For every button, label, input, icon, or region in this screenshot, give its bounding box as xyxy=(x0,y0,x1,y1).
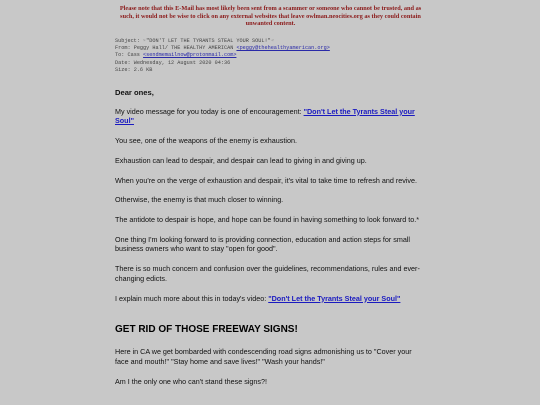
subject-label: Subject: xyxy=(115,38,140,44)
paragraph: When you're on the verge of exhaustion and despair, it's vital to take time to refresh and revive. xyxy=(115,175,417,185)
scam-warning-notice: Please note that this E-Mail has most likely been sent from a scammer or someone who cannot be trusted, and as such, it would not be wise to click on any external websites that leave owlman.neocities.org as they could contain unwanted content. xyxy=(119,5,422,28)
paragraph: You see, one of the weapons of the enemy is exhaustion. xyxy=(115,135,297,145)
subject-row xyxy=(115,38,435,45)
date-value: Wednesday, 12 August 2020 04:36 xyxy=(133,59,231,66)
from-label: From: xyxy=(115,45,131,52)
date-label: Date: xyxy=(115,59,131,66)
section-heading: GET RID OF THOSE FREEWAY SIGNS! xyxy=(115,324,298,336)
paragraph: The antidote to despair is hope, and hope can be found in having something to look forward to.* xyxy=(115,215,420,225)
to-label: To: xyxy=(115,52,125,59)
to-row xyxy=(115,52,435,59)
paragraph: Am I the only one who can't stand these signs?! xyxy=(115,376,268,386)
email-body xyxy=(115,88,423,397)
size-value: 2.6 KB xyxy=(133,66,153,73)
paragraph-text: My video message for you today is one of encouragement: xyxy=(115,106,304,116)
paragraph xyxy=(115,294,423,304)
paragraph: Exhaustion can lead to despair, and despair can lead to giving in and giving up. xyxy=(115,155,367,165)
from-email-link[interactable]: <peggy@thehealthyamerican.org> xyxy=(236,45,330,52)
greeting: Dear ones, xyxy=(115,88,154,97)
email-headers xyxy=(115,38,435,74)
from-name: Peggy Hall/ THE HEALTHY AMERICAN xyxy=(133,45,234,52)
paragraph: There is so much concern and confusion over the guidelines, recommendations, rules and ever-changing edicts. xyxy=(115,264,420,283)
size-label: Size: xyxy=(115,66,131,73)
paragraph: Here in CA we get bombarded with condescending road signs admonishing us to "Cover your face and mouth!" "Stay home and save lives!" "Wash your hands!" xyxy=(115,347,412,366)
to-email-link[interactable]: <sendmemailnow@protonmail.com> xyxy=(143,52,237,59)
paragraph: Otherwise, the enemy is that much closer to winning. xyxy=(115,195,284,205)
video-link[interactable]: "Don't Let the Tyrants Steal your Soul" xyxy=(268,293,401,303)
to-name: Cass xyxy=(127,52,140,59)
paragraph: One thing I'm looking forward to is providing connection, education and action steps for small business owners who want to stay "open for good". xyxy=(115,234,411,254)
paragraph xyxy=(115,107,423,126)
paragraph-text: I explain much more about this in today's video: xyxy=(115,293,269,303)
subject-emoji-icon: ☜ xyxy=(270,38,274,44)
video-link[interactable]: "Don't Let the Tyrants Steal your Soul" xyxy=(115,106,415,126)
from-row xyxy=(115,45,435,52)
subject-value: "DON'T LET THE TYRANTS STEAL YOUR SOUL!" xyxy=(146,38,271,44)
date-row xyxy=(115,60,435,67)
spacer xyxy=(115,313,423,324)
size-row xyxy=(115,67,435,74)
subject-emoji-icon: ☞ xyxy=(143,38,147,44)
